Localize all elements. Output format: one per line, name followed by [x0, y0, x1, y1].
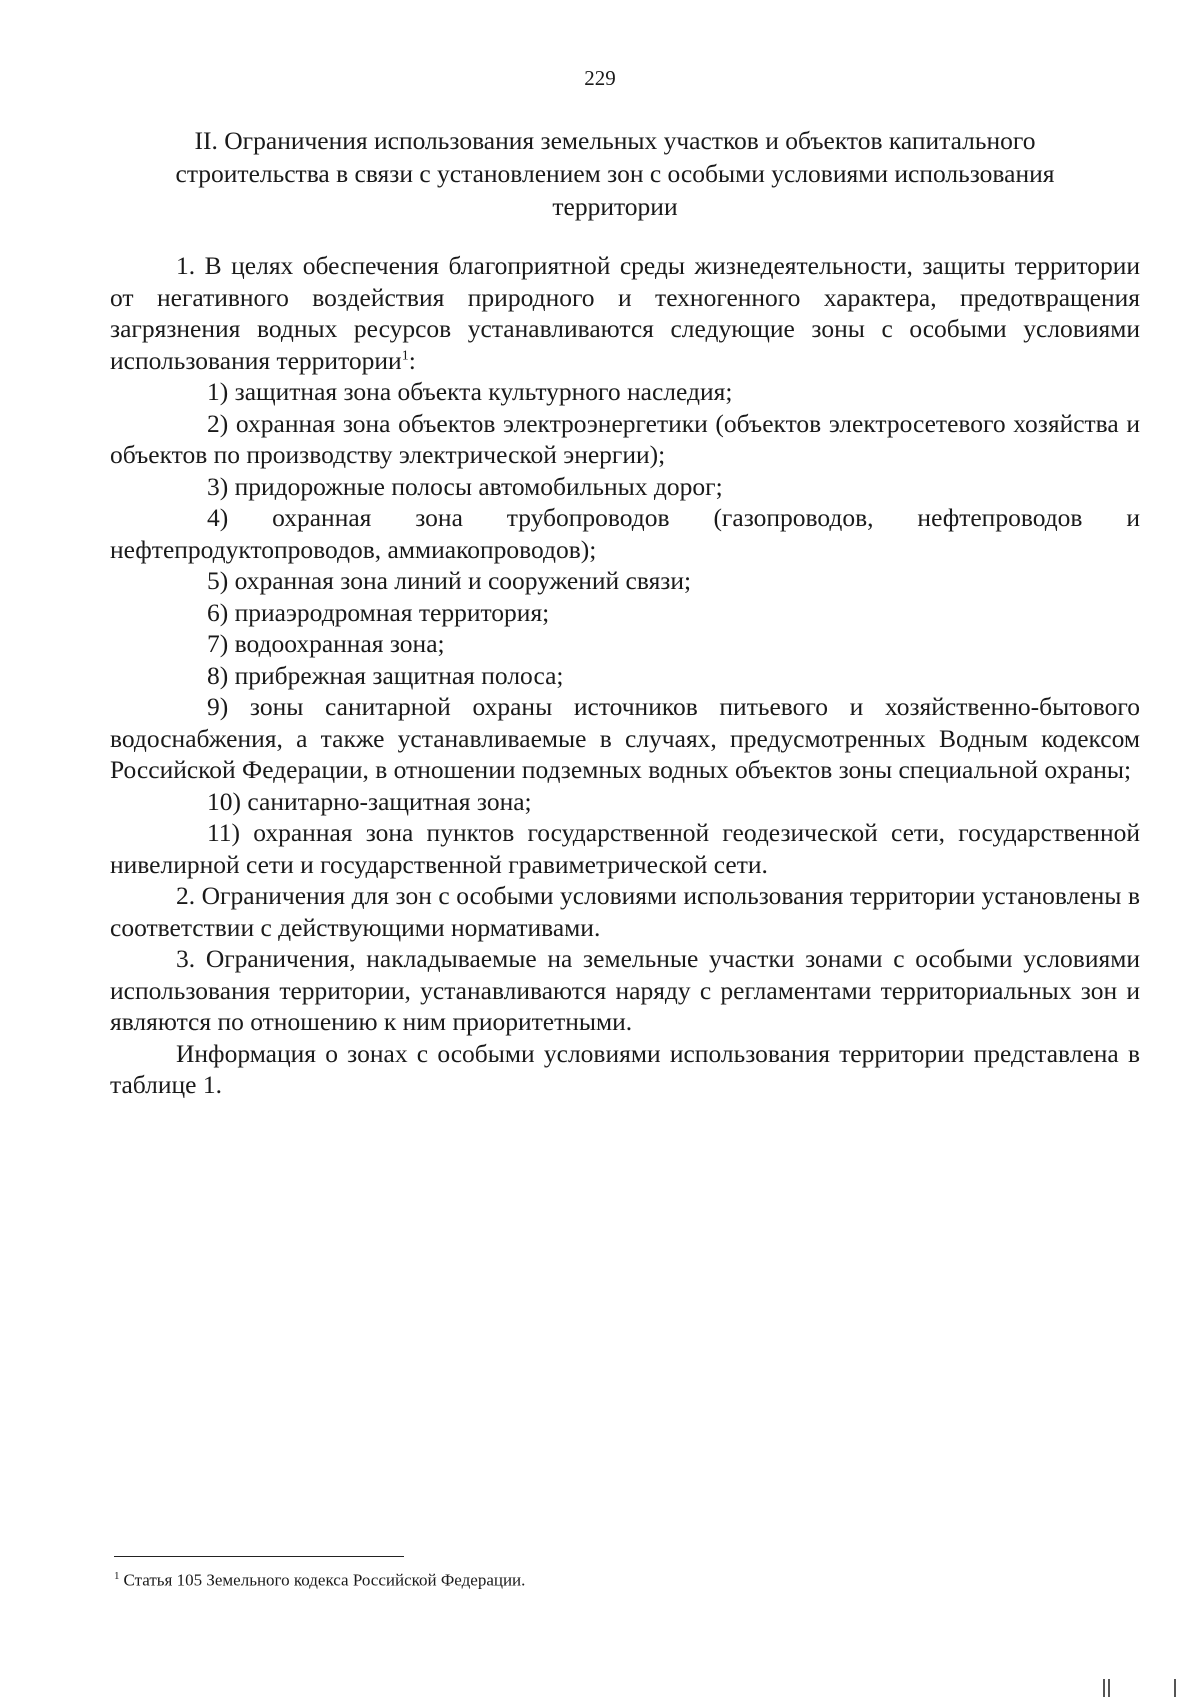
- list-item: 3) придорожные полосы автомобильных дорог;: [207, 471, 723, 501]
- list-item: 1) защитная зона объекта культурного наследия;: [207, 377, 733, 406]
- paragraph-1-end: :: [408, 345, 416, 375]
- list-item: 2) охранная зона объектов электроэнергетики (объектов электросетевого хозяйства и объектов по производству электрической энергии);: [110, 408, 1140, 469]
- footnote-reference: 1: [401, 348, 409, 363]
- heading-line: II. Ограничения использования земельных участков и объектов капитального: [194, 126, 1036, 155]
- list-item: 6) приаэродромная территория;: [207, 597, 550, 627]
- page-number: 229: [584, 66, 616, 90]
- heading-line: строительства в связи с установлением зон с особыми условиями использования: [175, 159, 1055, 188]
- heading-line: территории: [552, 192, 678, 221]
- paragraph-2: 2. Ограничения для зон с особыми условиями использования территории установлены в соответствии с действующими нормативами.: [110, 881, 1140, 942]
- footnote-text: Статья 105 Земельного кодекса Российской Федерации.: [123, 1570, 526, 1590]
- list-item: 11) охранная зона пунктов государственной геодезической сети, государственной нивелирной сети и государственной гравиметрической сети.: [110, 818, 1140, 879]
- list-item: 5) охранная зона линий и сооружений связи;: [207, 566, 692, 595]
- scan-edge-mark: [1108, 1679, 1110, 1697]
- footnote: [114, 1570, 1114, 1591]
- list-item: 4) охранная зона трубопроводов (газопроводов, нефтепроводов и нефтепродуктопроводов, аммиакопроводов);: [110, 503, 1140, 564]
- document-body: [110, 250, 1140, 1101]
- footnote-divider: [114, 1556, 404, 1557]
- paragraph-1: [110, 250, 1140, 376]
- paragraph-3: 3. Ограничения, накладываемые на земельные участки зонами с особыми условиями использования территории, устанавливаются наряду с регламентами территориальных зон и являются по отношению к ним приоритетными.: [110, 944, 1140, 1036]
- list-item: 7) водоохранная зона;: [207, 629, 445, 658]
- list-item: 10) санитарно-защитная зона;: [207, 786, 532, 816]
- list-item: 8) прибрежная защитная полоса;: [207, 660, 564, 690]
- scan-edge-mark: [1174, 1679, 1176, 1697]
- paragraph-1-text: 1. В целях обеспечения благоприятной среды жизнедеятельности, защиты территории от негативного воздействия природного и техногенного характера, предотвращения загрязнения водных ресурсов устанавливаются следующие зоны с особыми условиями использования территории: [110, 251, 1140, 375]
- paragraph-4: Информация о зонах с особыми условиями использования территории представлена в таблице 1.: [110, 1038, 1140, 1099]
- scan-edge-mark: [1103, 1679, 1105, 1697]
- section-heading: [110, 124, 1120, 223]
- footnote-marker: 1: [114, 1570, 120, 1582]
- list-item: 9) зоны санитарной охраны источников питьевого и хозяйственно-бытового водоснабжения, а также устанавливаемые в случаях, предусмотренных Водным кодексом Российской Федерации, в отношении подземных водных объектов зоны специальной охраны;: [110, 692, 1140, 784]
